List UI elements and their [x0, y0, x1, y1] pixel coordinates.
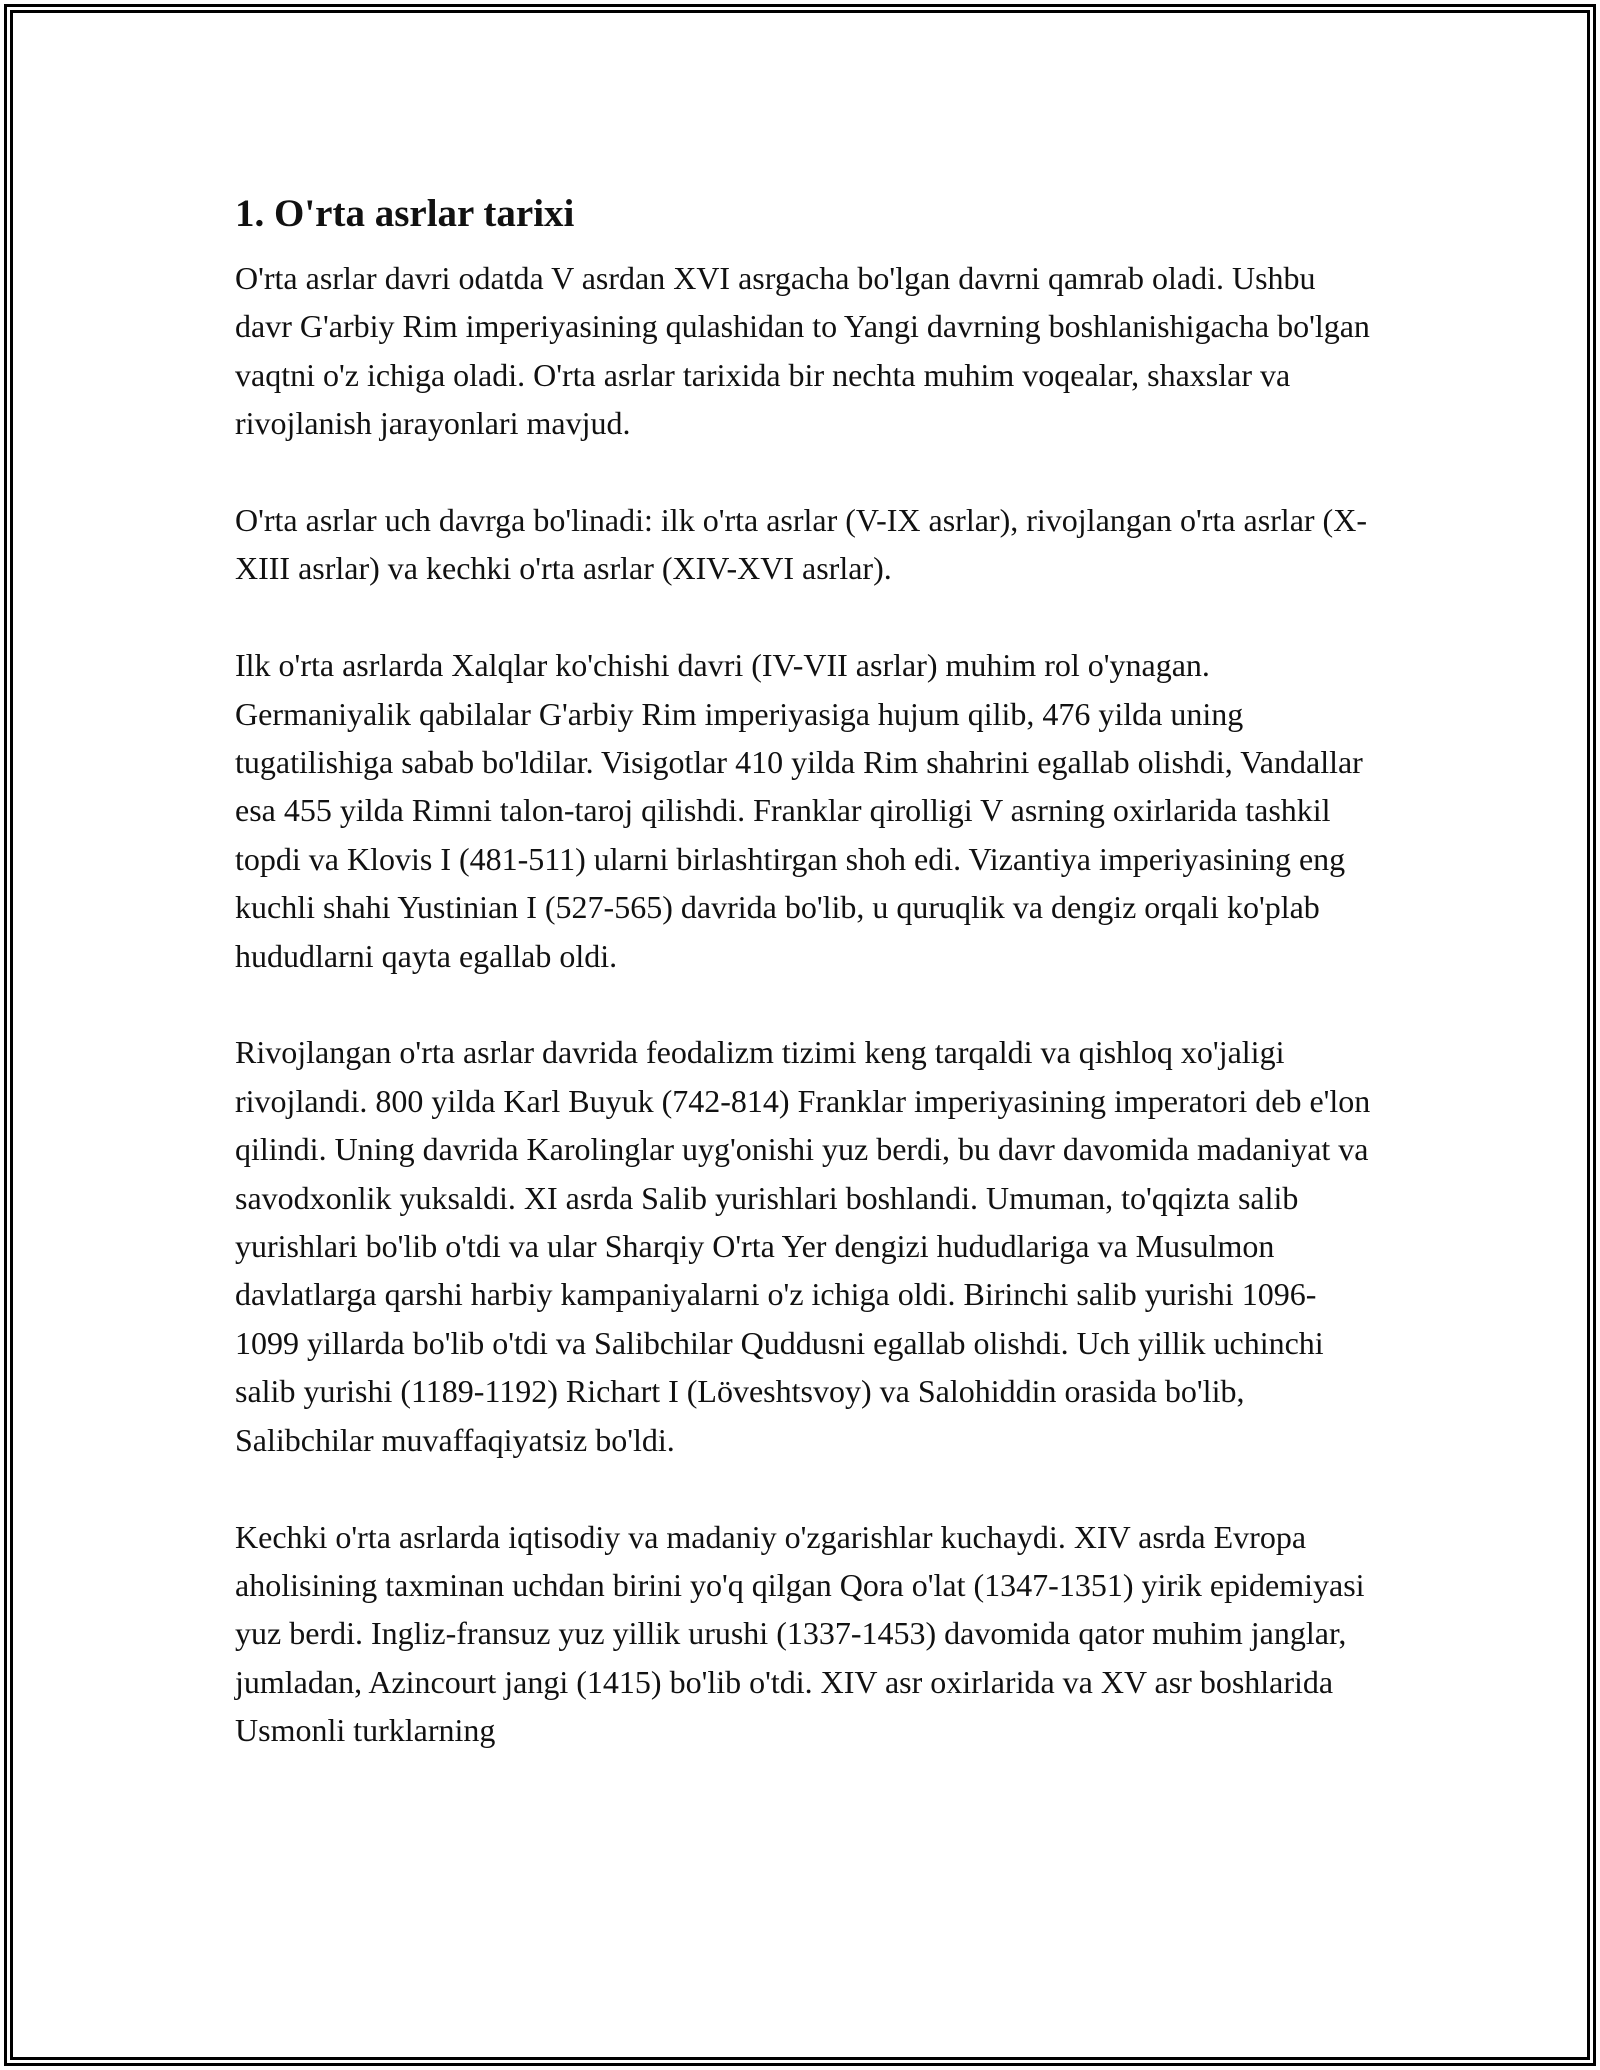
paragraph-intro: O'rta asrlar davri odatda V asrdan XVI asrgacha bo'lgan davrni qamrab oladi. Ushbu davr G'arbiy Rim imperiyasining qulashidan to Yangi davrning boshlanishigacha bo'lgan vaqtni o'z ichiga oladi. O'rta asrlar tarixida bir nechta muhim voqealar, shaxslar va rivojlanish jarayonlari mavjud.	[235, 260, 1370, 442]
paragraph-late-middle-ages: Kechki o'rta asrlarda iqtisodiy va madaniy o'zgarishlar kuchaydi. XIV asrda Evropa aholisining taxminan uchdan birini yo'q qilgan Qora o'lat (1347-1351) yirik epidemiyasi yuz berdi. Ingliz-fransuz yuz yillik urushi (1337-1453) davomida qator muhim janglar, jumladan, Azincourt jangi (1415) bo'lib o'tdi. XIV asr oxirlarida va XV asr boshlarida Usmonli turklarning	[235, 1518, 1365, 1749]
document-body	[235, 186, 1375, 1803]
paragraph-periods: O'rta asrlar uch davrga bo'linadi: ilk o'rta asrlar (V-IX asrlar), rivojlangan o'rta asrlar (X-XIII asrlar) va kechki o'rta asrlar (XIV-XVI asrlar).	[235, 502, 1367, 587]
paragraph-high-middle-ages: Rivojlangan o'rta asrlar davrida feodalizm tizimi keng tarqaldi va qishloq xo'jaligi rivojlandi. 800 yilda Karl Buyuk (742-814) Franklar imperiyasining imperatori deb e'lon qilindi. Uning davrida Karolinglar uyg'onishi yuz berdi, bu davr davomida madaniyat va savodxonlik yuksaldi. XI asrda Salib yurishlari boshlandi. Umuman, to'qqizta salib yurishlari bo'lib o'tdi va ular Sharqiy O'rta Yer dengizi hududlariga va Musulmon davlatlarga qarshi harbiy kampaniyalarni o'z ichiga oldi. Birinchi salib yurishi 1096-1099 yillarda bo'lib o'tdi va Salibchilar Quddusni egallab olishdi. Uch yillik uchinchi salib yurishi (1189-1192) Richart I (Löveshtsvoy) va Salohiddin orasida bo'lib, Salibchilar muvaffaqiyatsiz bo'ldi.	[235, 1034, 1371, 1458]
paragraph-early-middle-ages: Ilk o'rta asrlarda Xalqlar ko'chishi davri (IV-VII asrlar) muhim rol o'ynagan. Germaniyalik qabilalar G'arbiy Rim imperiyasiga hujum qilib, 476 yilda uning tugatilishiga sabab bo'ldilar. Visigotlar 410 yilda Rim shahrini egallab olishdi, Vandallar esa 455 yilda Rimni talon-taroj qilishdi. Franklar qirolligi V asrning oxirlarida tashkil topdi va Klovis I (481-511) ularni birlashtirgan shoh edi. Vizantiya imperiyasining eng kuchli shahi Yustinian I (527-565) davrida bo'lib, u quruqlik va dengiz orqali ko'plab hududlarni qayta egallab oldi.	[235, 647, 1363, 974]
section-heading: 1. O'rta asrlar tarixi	[235, 192, 575, 235]
